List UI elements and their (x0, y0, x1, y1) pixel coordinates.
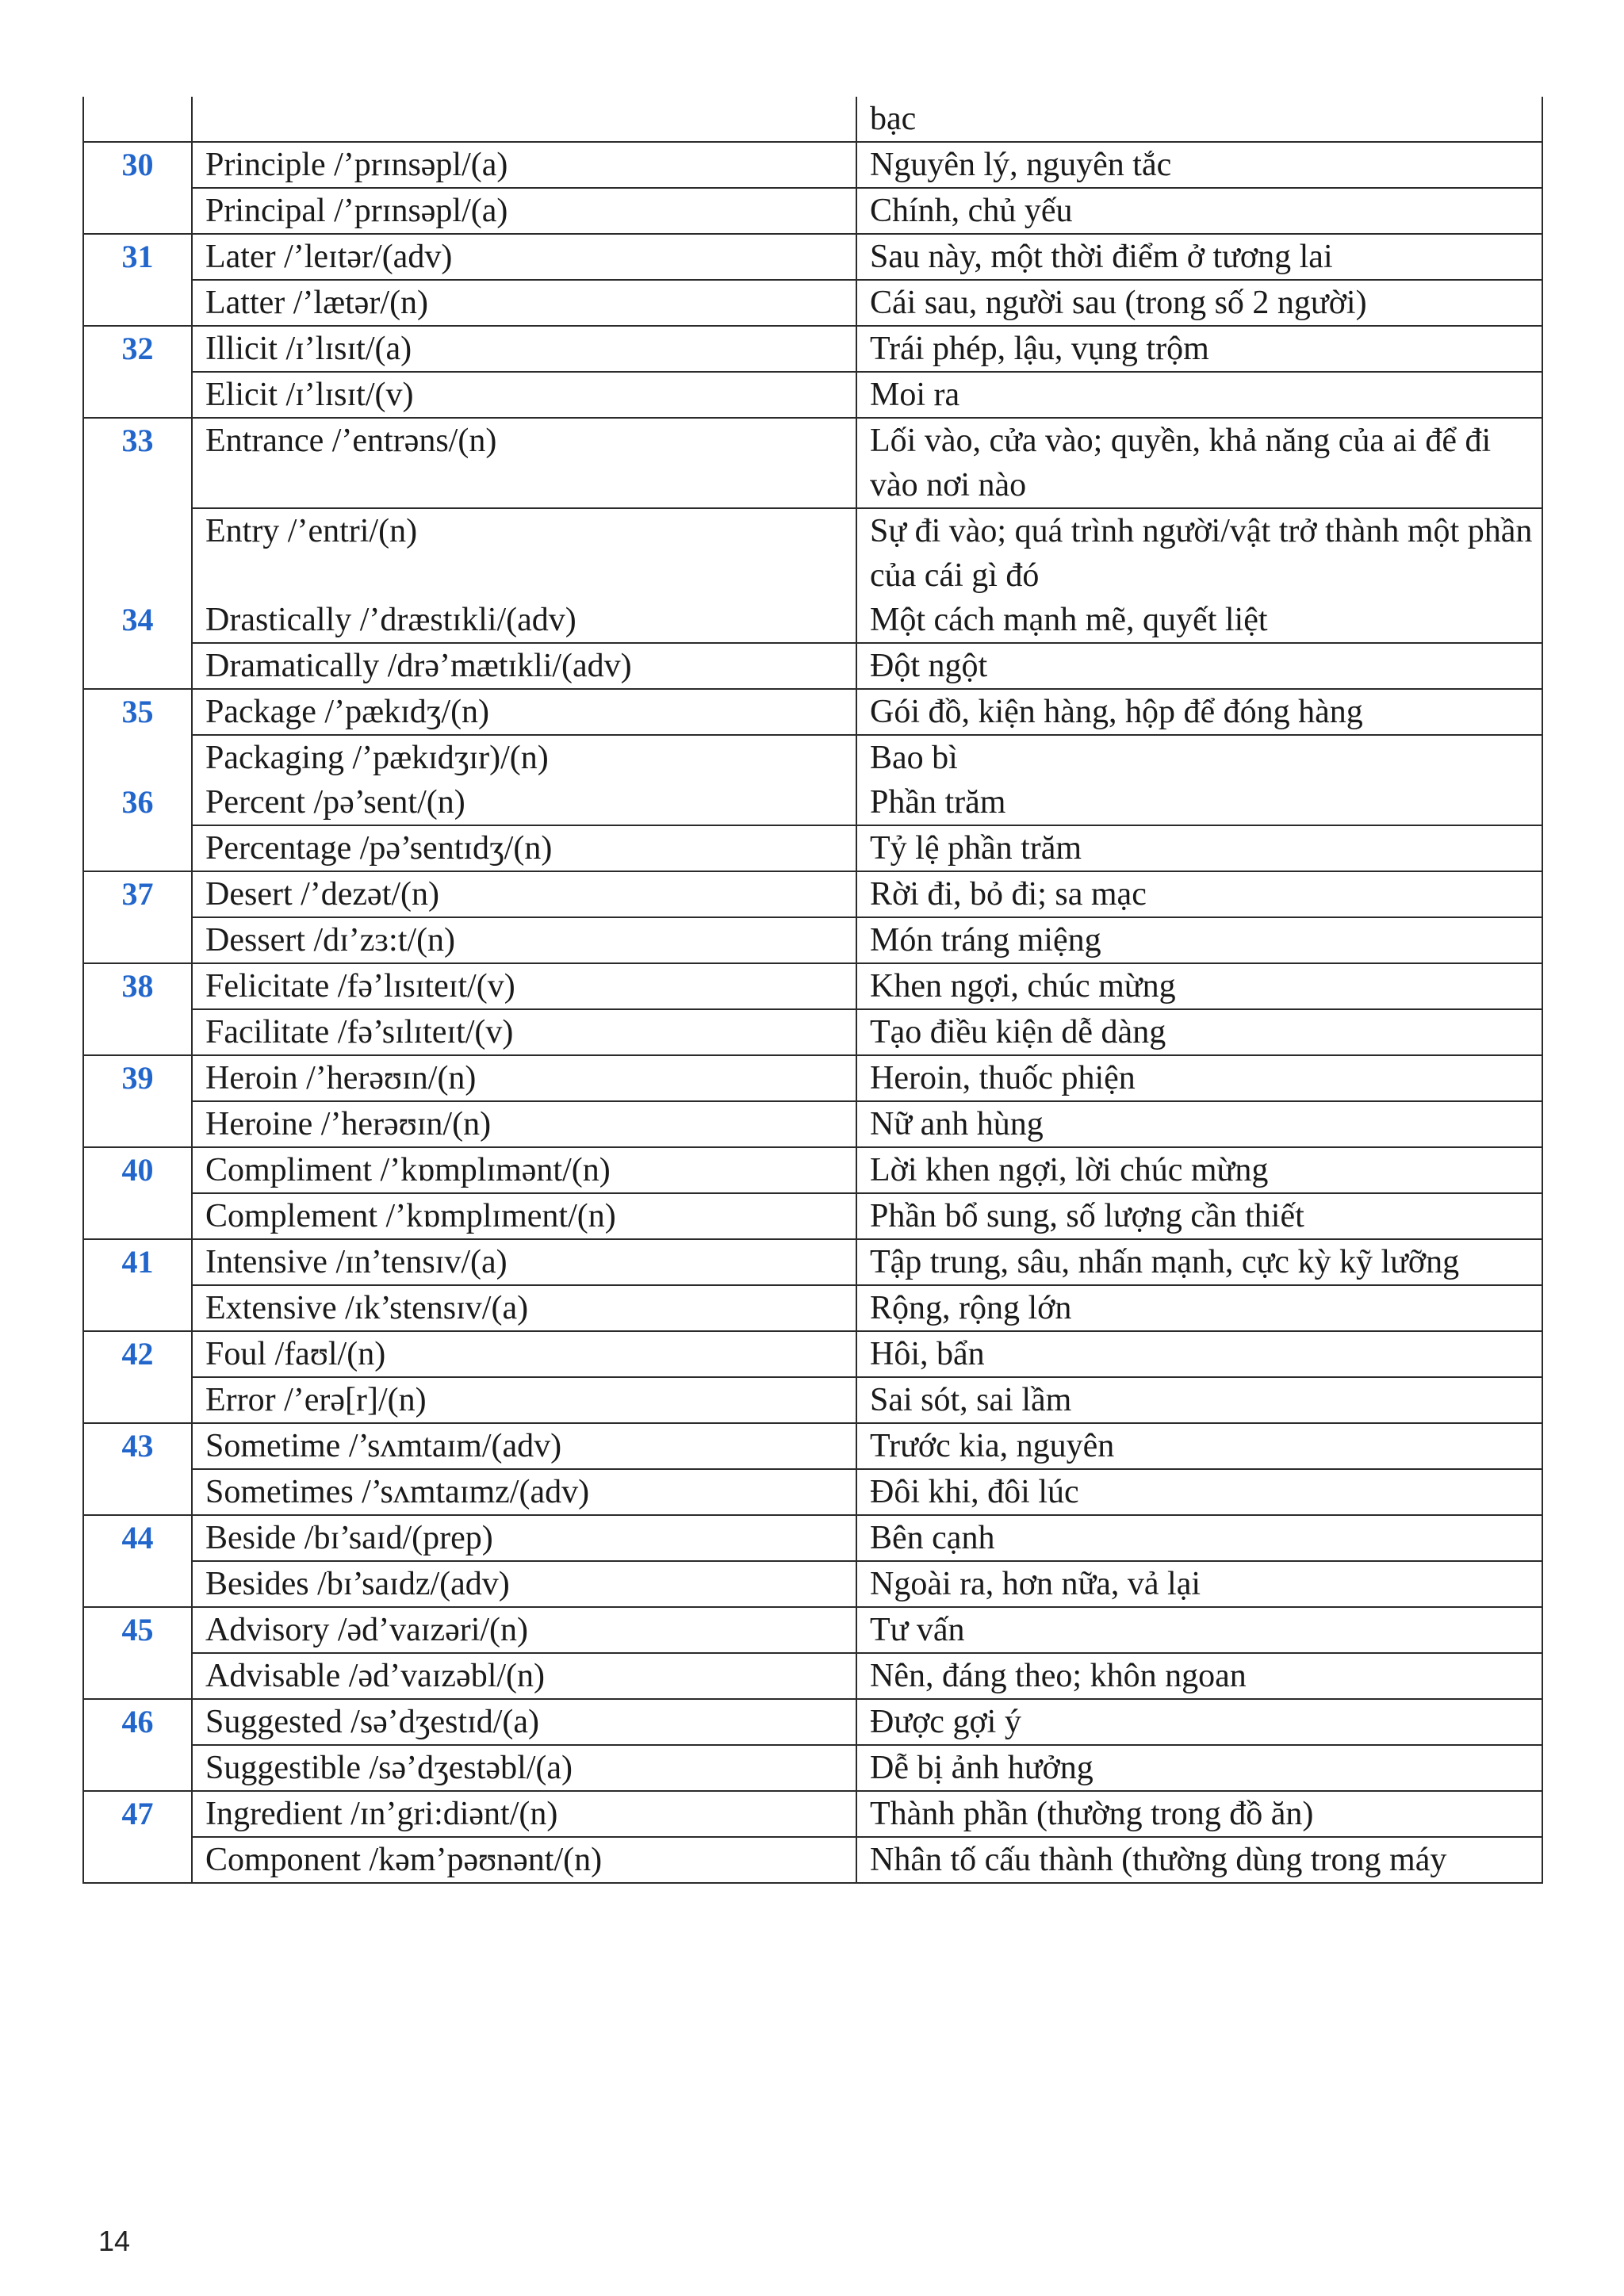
entry-number-cell (83, 1009, 192, 1055)
entry-number-cell (83, 1469, 192, 1515)
meaning-cell: Khen ngợi, chúc mừng (856, 963, 1542, 1009)
table-row (83, 1331, 1542, 1377)
meaning-cell: Lời khen ngợi, lời chúc mừng (856, 1147, 1542, 1193)
meaning-cell: Sai sót, sai lầm (856, 1377, 1542, 1423)
table-row (83, 97, 1542, 142)
meaning-cell: Trước kia, nguyên (856, 1423, 1542, 1469)
table-row (83, 1147, 1542, 1193)
meaning-cell: Nên, đáng theo; khôn ngoan (856, 1653, 1542, 1699)
word-cell: Percentage /pə’sentɪdʒ/(n) (192, 825, 856, 871)
table-row (83, 1055, 1542, 1101)
vocabulary-table (82, 97, 1543, 1884)
entry-number-cell (83, 1745, 192, 1791)
meaning-cell: bạc (856, 97, 1542, 142)
word-cell: Dessert /dɪ’zɜ:t/(n) (192, 917, 856, 963)
table-row (83, 1239, 1542, 1285)
entry-number-cell: 32 (83, 326, 192, 372)
table-row (83, 871, 1542, 917)
entry-number-cell (83, 508, 192, 598)
meaning-cell: Phần bổ sung, số lượng cần thiết (856, 1193, 1542, 1239)
word-cell: Later /’leɪtər/(adv) (192, 234, 856, 280)
word-cell: Drastically /’dræstɪkli/(adv) (192, 598, 856, 643)
word-cell: Advisable /əd’vaɪzəbl/(n) (192, 1653, 856, 1699)
entry-number-cell (83, 1285, 192, 1331)
word-cell: Dramatically /drə’mætɪkli/(adv) (192, 643, 856, 689)
meaning-cell: Bao bì (856, 735, 1542, 780)
word-cell: Besides /bɪ’saɪdz/(adv) (192, 1561, 856, 1607)
meaning-cell: Rộng, rộng lớn (856, 1285, 1542, 1331)
meaning-cell: Sự đi vào; quá trình người/vật trở thành một phần của cái gì đó (856, 508, 1542, 598)
entry-number-cell: 46 (83, 1699, 192, 1745)
table-row (83, 280, 1542, 326)
entry-number-cell (83, 735, 192, 780)
meaning-cell: Đôi khi, đôi lúc (856, 1469, 1542, 1515)
table-row (83, 1837, 1542, 1883)
meaning-cell: Gói đồ, kiện hàng, hộp để đóng hàng (856, 689, 1542, 735)
entry-number-cell (83, 825, 192, 871)
entry-number-cell: 39 (83, 1055, 192, 1101)
word-cell: Beside /bɪ’saɪd/(prep) (192, 1515, 856, 1561)
entry-number-cell: 37 (83, 871, 192, 917)
entry-number-cell (83, 1101, 192, 1147)
meaning-cell: Nguyên lý, nguyên tắc (856, 142, 1542, 188)
meaning-cell: Món tráng miệng (856, 917, 1542, 963)
table-row (83, 234, 1542, 280)
word-cell: Complement /’kɒmplɪment/(n) (192, 1193, 856, 1239)
entry-number-cell (83, 1193, 192, 1239)
word-cell: Entrance /’entrəns/(n) (192, 418, 856, 508)
table-row (83, 1377, 1542, 1423)
table-row (83, 780, 1542, 825)
entry-number-cell: 33 (83, 418, 192, 508)
table-row (83, 326, 1542, 372)
vocabulary-table-body (83, 97, 1542, 1883)
meaning-cell: Nữ anh hùng (856, 1101, 1542, 1147)
table-row (83, 1009, 1542, 1055)
meaning-cell: Lối vào, cửa vào; quyền, khả năng của ai để đi vào nơi nào (856, 418, 1542, 508)
word-cell: Percent /pə’sent/(n) (192, 780, 856, 825)
table-row (83, 1469, 1542, 1515)
table-row (83, 963, 1542, 1009)
word-cell: Felicitate /fə’lɪsɪteɪt/(v) (192, 963, 856, 1009)
word-cell: Heroin /’herəʊɪn/(n) (192, 1055, 856, 1101)
table-row (83, 1515, 1542, 1561)
table-row (83, 1699, 1542, 1745)
meaning-cell: Tỷ lệ phần trăm (856, 825, 1542, 871)
entry-number-cell (83, 917, 192, 963)
table-row (83, 418, 1542, 508)
meaning-cell: Đột ngột (856, 643, 1542, 689)
word-cell: Heroine /’herəʊɪn/(n) (192, 1101, 856, 1147)
entry-number-cell: 31 (83, 234, 192, 280)
table-row (83, 643, 1542, 689)
word-cell: Component /kəm’pəʊnənt/(n) (192, 1837, 856, 1883)
meaning-cell: Moi ra (856, 372, 1542, 418)
table-row (83, 1653, 1542, 1699)
word-cell: Principal /’prɪnsəpl/(a) (192, 188, 856, 234)
meaning-cell: Thành phần (thường trong đồ ăn) (856, 1791, 1542, 1837)
entry-number-cell (83, 1377, 192, 1423)
meaning-cell: Tạo điều kiện dễ dàng (856, 1009, 1542, 1055)
table-row (83, 1101, 1542, 1147)
entry-number-cell (83, 1653, 192, 1699)
word-cell: Illicit /ɪ’lɪsɪt/(a) (192, 326, 856, 372)
entry-number-cell (83, 643, 192, 689)
meaning-cell: Phần trăm (856, 780, 1542, 825)
entry-number-cell (83, 1561, 192, 1607)
meaning-cell: Tập trung, sâu, nhấn mạnh, cực kỳ kỹ lưỡng (856, 1239, 1542, 1285)
table-row (83, 142, 1542, 188)
entry-number-cell: 38 (83, 963, 192, 1009)
word-cell: Ingredient /ɪn’gri:diənt/(n) (192, 1791, 856, 1837)
word-cell: Packaging /’pækɪdʒɪr)/(n) (192, 735, 856, 780)
word-cell: Latter /’lætər/(n) (192, 280, 856, 326)
meaning-cell: Được gợi ý (856, 1699, 1542, 1745)
table-row (83, 372, 1542, 418)
table-row (83, 1285, 1542, 1331)
entry-number-cell: 34 (83, 598, 192, 643)
table-row (83, 689, 1542, 735)
meaning-cell: Sau này, một thời điểm ở tương lai (856, 234, 1542, 280)
word-cell: Extensive /ɪk’stensɪv/(a) (192, 1285, 856, 1331)
entry-number-cell: 41 (83, 1239, 192, 1285)
meaning-cell: Một cách mạnh mẽ, quyết liệt (856, 598, 1542, 643)
page-number: 14 (98, 2225, 131, 2257)
meaning-cell: Heroin, thuốc phiện (856, 1055, 1542, 1101)
table-row (83, 825, 1542, 871)
entry-number-cell: 40 (83, 1147, 192, 1193)
word-cell: Sometimes /’sʌmtaɪmz/(adv) (192, 1469, 856, 1515)
table-row (83, 508, 1542, 598)
entry-number-cell (83, 280, 192, 326)
entry-number-cell: 35 (83, 689, 192, 735)
word-cell: Intensive /ɪn’tensɪv/(a) (192, 1239, 856, 1285)
entry-number-cell (83, 188, 192, 234)
meaning-cell: Cái sau, người sau (trong số 2 người) (856, 280, 1542, 326)
meaning-cell: Tư vấn (856, 1607, 1542, 1653)
meaning-cell: Hôi, bẩn (856, 1331, 1542, 1377)
word-cell: Error /’erə[r]/(n) (192, 1377, 856, 1423)
table-row (83, 1423, 1542, 1469)
word-cell: Elicit /ɪ’lɪsɪt/(v) (192, 372, 856, 418)
table-row (83, 188, 1542, 234)
entry-number-cell: 47 (83, 1791, 192, 1837)
entry-number-cell: 44 (83, 1515, 192, 1561)
word-cell: Foul /faʊl/(n) (192, 1331, 856, 1377)
meaning-cell: Nhân tố cấu thành (thường dùng trong máy (856, 1837, 1542, 1883)
entry-number-cell: 42 (83, 1331, 192, 1377)
table-row (83, 1791, 1542, 1837)
word-cell: Principle /’prɪnsəpl/(a) (192, 142, 856, 188)
word-cell: Advisory /əd’vaɪzəri/(n) (192, 1607, 856, 1653)
word-cell: Entry /’entri/(n) (192, 508, 856, 598)
meaning-cell: Trái phép, lậu, vụng trộm (856, 326, 1542, 372)
table-row (83, 735, 1542, 780)
table-row (83, 1561, 1542, 1607)
entry-number-cell: 45 (83, 1607, 192, 1653)
meaning-cell: Bên cạnh (856, 1515, 1542, 1561)
table-row (83, 1607, 1542, 1653)
word-cell: Suggestible /sə’dʒestəbl/(a) (192, 1745, 856, 1791)
table-row (83, 1193, 1542, 1239)
table-row (83, 1745, 1542, 1791)
entry-number-cell (83, 1837, 192, 1883)
word-cell (192, 97, 856, 142)
word-cell: Sometime /’sʌmtaɪm/(adv) (192, 1423, 856, 1469)
word-cell: Desert /’dezət/(n) (192, 871, 856, 917)
word-cell: Facilitate /fə’sɪlɪteɪt/(v) (192, 1009, 856, 1055)
table-row (83, 917, 1542, 963)
entry-number-cell: 43 (83, 1423, 192, 1469)
meaning-cell: Ngoài ra, hơn nữa, vả lại (856, 1561, 1542, 1607)
word-cell: Compliment /’kɒmplɪmənt/(n) (192, 1147, 856, 1193)
entry-number-cell: 36 (83, 780, 192, 825)
entry-number-cell (83, 372, 192, 418)
meaning-cell: Dễ bị ảnh hưởng (856, 1745, 1542, 1791)
word-cell: Package /’pækɪdʒ/(n) (192, 689, 856, 735)
entry-number-cell: 30 (83, 142, 192, 188)
meaning-cell: Chính, chủ yếu (856, 188, 1542, 234)
entry-number-cell (83, 97, 192, 142)
meaning-cell: Rời đi, bỏ đi; sa mạc (856, 871, 1542, 917)
word-cell: Suggested /sə’dʒestɪd/(a) (192, 1699, 856, 1745)
table-row (83, 598, 1542, 643)
